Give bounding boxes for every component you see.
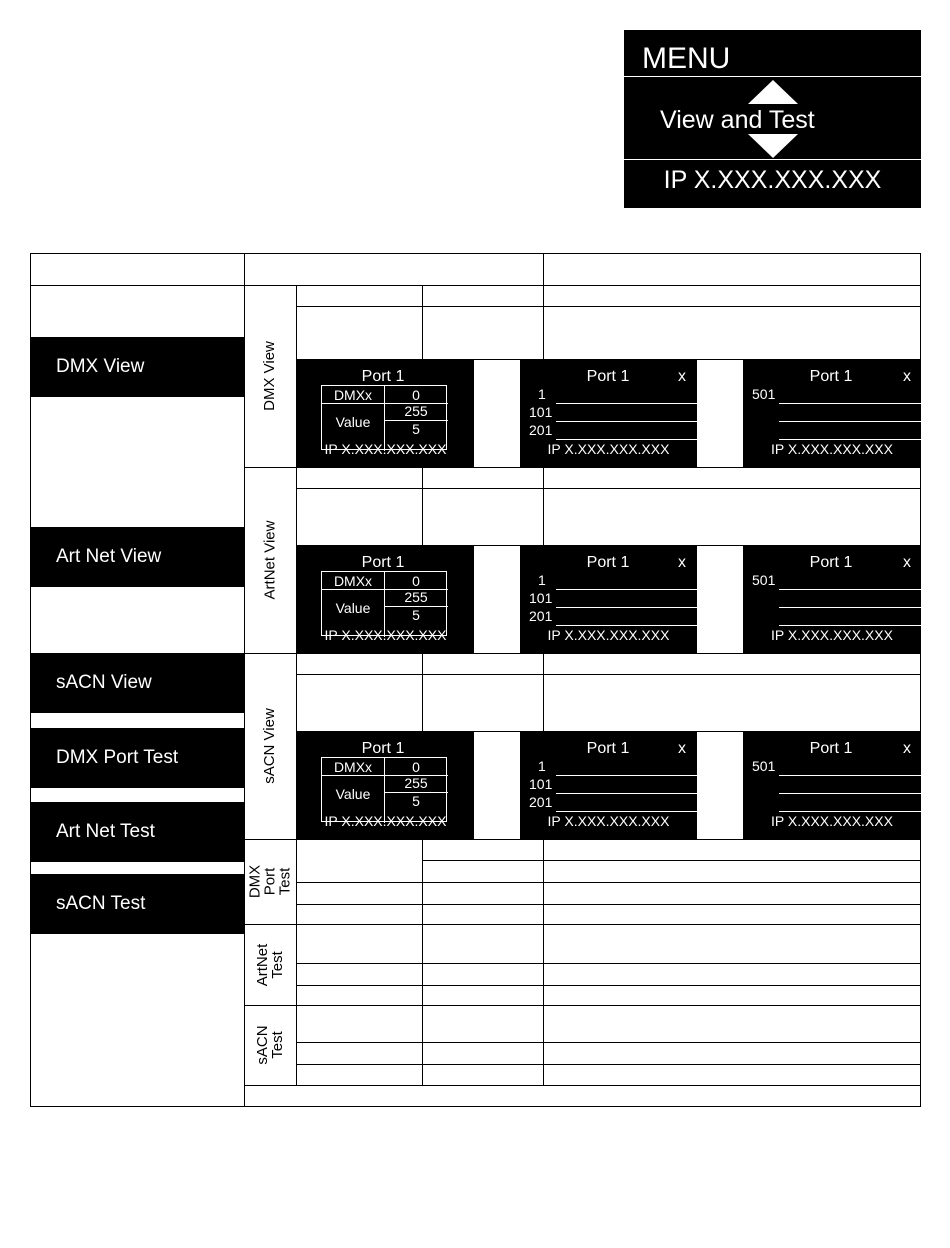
screen-port-title: Port 1 [809,368,853,385]
dmx-view-section-label: DMX View [261,341,278,411]
channel-line [556,775,697,776]
table-line [422,285,423,359]
table-line [296,653,921,654]
table-line [543,253,544,285]
channel-start-label: 1 [538,758,546,774]
screen-ip: IP X.XXX.XXX.XXX [324,813,447,829]
table-line [30,285,921,286]
screen-port-title: Port 1 [361,368,405,385]
artnet-view-section-label: ArtNet View [261,520,279,600]
screen-ip: IP X.XXX.XXX.XXX [324,441,447,457]
screen-ip: IP X.XXX.XXX.XXX [547,813,670,829]
dmx-channel-value: 0 [412,759,420,775]
value-label: Value [335,414,371,430]
screen-ip: IP X.XXX.XXX.XXX [547,441,670,457]
channel-start-label: 201 [529,608,553,624]
value-bottom: 5 [412,421,420,437]
screen-port-title: Port 1 [586,368,630,385]
channel-line [779,811,921,812]
screen-value-view [297,545,474,653]
channel-start-label: 101 [529,776,553,792]
menu-title: MENU [642,42,731,75]
channel-start-label: 101 [529,404,553,420]
screen-value-view [297,731,474,839]
screen-channel-view [520,359,697,467]
sacn-view-label[interactable]: sACN View [30,653,244,713]
screen-channel-view-2 [743,545,921,653]
channel-line [556,589,697,590]
table-line [296,985,921,986]
table-line [422,839,423,1085]
close-icon[interactable]: x [678,368,686,385]
table-line [296,904,921,905]
table-line [296,1064,921,1065]
table-line [422,860,921,861]
screen-channel-view [520,731,697,839]
table-line [244,839,921,840]
dmxx-label: DMXx [333,573,373,589]
art-net-view-label[interactable]: Art Net View [30,527,244,587]
value-label: Value [335,786,371,802]
channel-line [556,403,697,404]
down-arrow-icon[interactable] [748,134,798,158]
section-label-cell [244,1005,296,1085]
table-line [543,285,544,359]
table-line [296,882,921,883]
channel-start-label: 501 [752,572,776,588]
menu-mode: View and Test [660,106,815,134]
sacn-test-label[interactable]: sACN Test [30,874,244,934]
table-line [296,467,921,468]
sacn-test-section-label: sACN Test [254,1025,286,1065]
channel-line [556,793,697,794]
channel-start-label: 1 [538,386,546,402]
menu-ip: IP X.XXX.XXX.XXX [663,166,882,194]
dmxx-label: DMXx [333,387,373,403]
channel-start-label: 201 [529,794,553,810]
screen-ip: IP X.XXX.XXX.XXX [771,627,893,643]
value-label: Value [335,600,371,616]
value-top: 255 [404,775,428,791]
screen-channel-view-2 [743,731,921,839]
channel-line [779,793,921,794]
channel-line [779,589,921,590]
dmx-port-test-label[interactable]: DMX Port Test [30,728,244,788]
screen-ip: IP X.XXX.XXX.XXX [547,627,670,643]
sacn-view-section-label: sACN View [261,708,278,784]
screen-port-title: Port 1 [361,554,405,571]
screen-port-title: Port 1 [809,554,853,571]
screen-ip: IP X.XXX.XXX.XXX [771,813,893,829]
dmx-view-label[interactable]: DMX View [30,337,244,397]
dmx-port-test-section-label: DMX Port Test [246,864,294,899]
close-icon[interactable]: x [903,740,911,757]
table-line [296,306,921,307]
up-arrow-icon[interactable] [748,80,798,104]
dmx-channel-value: 0 [412,573,420,589]
value-bottom: 5 [412,793,420,809]
channel-start-label: 501 [752,386,776,402]
dmxx-label: DMXx [333,759,373,775]
value-top: 255 [404,589,428,605]
section-label-cell [244,924,296,1005]
close-icon[interactable]: x [678,740,686,757]
channel-line [779,439,921,440]
channel-start-label: 501 [752,758,776,774]
section-label-cell [244,467,296,653]
screen-ip: IP X.XXX.XXX.XXX [324,627,447,643]
screen-ip: IP X.XXX.XXX.XXX [771,441,893,457]
close-icon[interactable]: x [678,554,686,571]
channel-line [779,607,921,608]
channel-line [556,625,697,626]
screen-port-title: Port 1 [361,740,405,757]
channel-line [556,439,697,440]
screen-value-view [297,359,474,467]
table-line [543,653,544,731]
channel-line [556,811,697,812]
screen-port-title: Port 1 [586,740,630,757]
table-line [244,1085,921,1086]
art-net-test-label[interactable]: Art Net Test [30,802,244,862]
table-line [296,963,921,964]
channel-start-label: 101 [529,590,553,606]
screen-port-title: Port 1 [586,554,630,571]
table-line [244,924,921,925]
channel-start-label: 1 [538,572,546,588]
table-line [422,653,423,731]
menu-divider [624,76,921,77]
channel-line [779,775,921,776]
dmx-channel-value: 0 [412,387,420,403]
menu-display [624,30,921,208]
table-line [244,1005,921,1006]
close-icon[interactable]: x [903,368,911,385]
value-top: 255 [404,403,428,419]
table-line [543,839,544,1085]
table-line [296,488,921,489]
screen-channel-view [520,545,697,653]
menu-divider [624,159,921,160]
channel-line [779,421,921,422]
table-line [296,1042,921,1043]
table-line [422,467,423,545]
screen-channel-view-2 [743,359,921,467]
channel-start-label: 201 [529,422,553,438]
section-label-cell [244,653,296,839]
close-icon[interactable]: x [903,554,911,571]
table-line [296,674,921,675]
channel-line [779,625,921,626]
channel-line [556,421,697,422]
channel-line [556,607,697,608]
screen-port-title: Port 1 [809,740,853,757]
channel-line [779,403,921,404]
table-line [543,467,544,545]
artnet-test-section-label: ArtNet Test [254,943,286,986]
section-label-cell [244,839,296,924]
section-label-cell [244,285,296,467]
value-bottom: 5 [412,607,420,623]
